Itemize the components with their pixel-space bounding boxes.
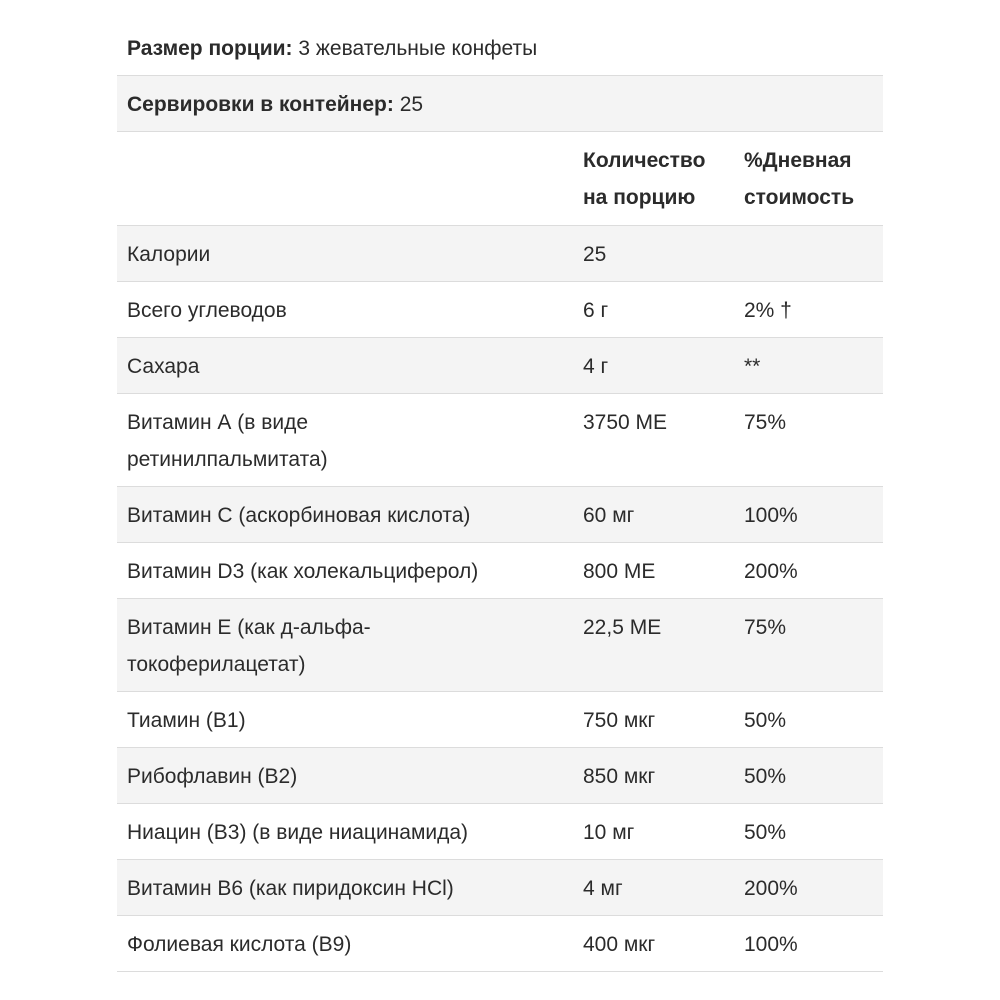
nutrient-daily-value: 75% <box>744 616 787 639</box>
nutrient-amount: 400 мкг <box>583 933 656 956</box>
nutrient-name-line: ретинилпальмитата) <box>127 448 328 471</box>
nutrient-name-line: Ниацин (В3) (в виде ниацинамида) <box>127 821 469 844</box>
nutrient-name <box>127 553 567 590</box>
table-row <box>117 394 883 487</box>
nutrient-amount: 4 г <box>583 355 609 378</box>
nutrient-daily-value: 75% <box>744 411 787 434</box>
table-row <box>117 860 883 916</box>
nutrient-amount: 60 мг <box>583 504 635 527</box>
table-row <box>117 282 883 338</box>
table-row <box>117 226 883 282</box>
nutrient-amount: 6 г <box>583 299 609 322</box>
nutrient-daily-value: 50% <box>744 709 787 732</box>
nutrient-daily-value: 100% <box>744 504 798 527</box>
nutrient-amount: 750 мкг <box>583 709 656 732</box>
table-row <box>117 543 883 599</box>
serving-size-value: 3 жевательные конфеты <box>292 37 538 60</box>
nutrient-name-line: Калории <box>127 243 211 266</box>
column-header-dv-line1: %Дневная <box>744 149 852 172</box>
table-row <box>117 338 883 394</box>
table-header-row <box>117 132 883 226</box>
nutrient-name-line: Рибофлавин (В2) <box>127 765 298 788</box>
column-header-dv-line2: стоимость <box>744 186 855 209</box>
nutrient-name-line: Витамин Е (как д-альфа- <box>127 616 371 639</box>
nutrient-daily-value: ** <box>744 355 761 378</box>
nutrient-name <box>127 758 567 795</box>
nutrient-name-line: Сахара <box>127 355 200 378</box>
nutrient-name <box>127 497 567 534</box>
nutrient-name <box>127 870 567 907</box>
nutrient-name <box>127 702 567 739</box>
nutrient-name-line: Витамин D3 (как холекальциферол) <box>127 560 479 583</box>
nutrient-amount: 800 МЕ <box>583 560 656 583</box>
nutrient-amount: 22,5 МЕ <box>583 616 662 639</box>
nutrient-daily-value: 200% <box>744 560 798 583</box>
nutrient-amount: 4 мг <box>583 877 623 900</box>
nutrient-name-line: Витамин А (в виде <box>127 411 309 434</box>
table-row <box>117 916 883 972</box>
nutrient-name <box>127 609 567 683</box>
servings-value: 25 <box>393 93 424 116</box>
nutrient-name <box>127 236 567 273</box>
table-row <box>117 748 883 804</box>
nutrient-daily-value: 2% † <box>744 299 792 322</box>
table-row <box>117 599 883 692</box>
nutrient-amount: 10 мг <box>583 821 635 844</box>
servings-per-container-row <box>117 76 883 132</box>
nutrient-name-line: Витамин В6 (как пиридоксин HCl) <box>127 877 454 900</box>
nutrition-facts-table <box>117 20 883 972</box>
nutrient-name <box>127 926 567 963</box>
nutrient-daily-value: 50% <box>744 821 787 844</box>
nutrient-daily-value: 50% <box>744 765 787 788</box>
table-row <box>117 487 883 543</box>
nutrient-name <box>127 292 567 329</box>
servings-label: Сервировки в контейнер: <box>127 93 394 116</box>
column-header-daily-value <box>744 142 884 216</box>
nutrient-name-line: токоферилацетат) <box>127 653 306 676</box>
nutrient-name-line: Тиамин (В1) <box>127 709 246 732</box>
column-header-amount-line2: на порцию <box>583 186 696 209</box>
nutrient-daily-value: 200% <box>744 877 798 900</box>
servings-per-container <box>127 86 867 123</box>
nutrient-amount: 850 мкг <box>583 765 656 788</box>
table-row <box>117 692 883 748</box>
serving-size-label: Размер порции: <box>127 37 293 60</box>
nutrient-rows <box>117 226 883 972</box>
nutrient-amount: 25 <box>583 243 607 266</box>
nutrient-name-line: Всего углеводов <box>127 299 287 322</box>
serving-size-row <box>117 20 883 76</box>
column-header-amount <box>583 142 733 216</box>
nutrient-name-line: Витамин С (аскорбиновая кислота) <box>127 504 471 527</box>
column-header-amount-line1: Количество <box>583 149 706 172</box>
nutrient-name <box>127 404 567 478</box>
nutrient-name <box>127 348 567 385</box>
nutrient-name-line: Фолиевая кислота (В9) <box>127 933 352 956</box>
serving-size <box>127 30 867 67</box>
nutrient-name <box>127 814 567 851</box>
nutrient-amount: 3750 МЕ <box>583 411 668 434</box>
nutrient-daily-value: 100% <box>744 933 798 956</box>
table-row <box>117 804 883 860</box>
